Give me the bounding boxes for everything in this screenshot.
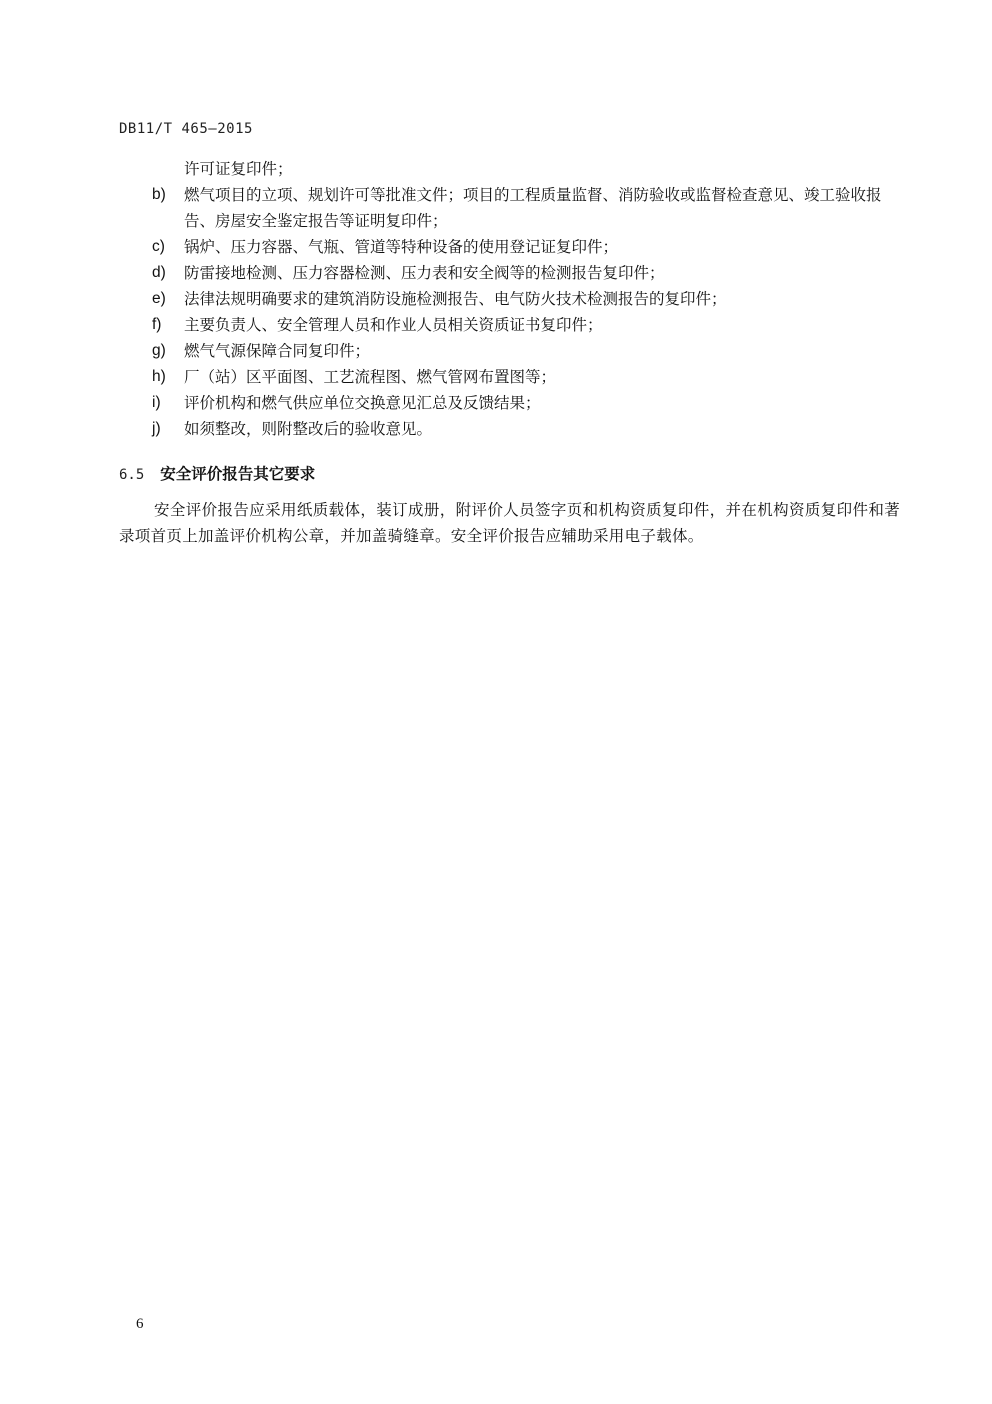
- list-item-text: 法律法规明确要求的建筑消防设施检测报告、电气防火技术检测报告的复印件；: [184, 290, 727, 308]
- attachment-list: [150, 156, 910, 442]
- section-heading: [119, 461, 315, 487]
- list-item-text: 许可证复印件；: [184, 160, 293, 178]
- list-item-marker: c): [152, 238, 165, 255]
- standard-code: DB11/T 465—2015: [119, 121, 253, 137]
- list-item: [150, 390, 910, 416]
- list-item: [150, 312, 910, 338]
- page-number: 6: [136, 1316, 144, 1332]
- list-item-text: 主要负责人、安全管理人员和作业人员相关资质证书复印件；: [184, 316, 603, 334]
- list-item: [150, 416, 910, 442]
- list-item-text: 燃气气源保障合同复印件；: [184, 342, 371, 360]
- section-paragraph: 安全评价报告应采用纸质载体，装订成册，附评价人员签字页和机构资质复印件，并在机构资质复印件和著录项首页上加盖评价机构公章，并加盖骑缝章。安全评价报告应辅助采用电子载体。: [119, 501, 900, 545]
- list-item-marker: h): [152, 368, 166, 385]
- section-title: 安全评价报告其它要求: [160, 465, 316, 483]
- list-item-text: 燃气项目的立项、规划许可等批准文件；项目的工程质量监督、消防验收或监督检查意见、竣工验收报告、房屋安全鉴定报告等证明复印件；: [184, 186, 882, 230]
- list-item: [150, 364, 910, 390]
- list-item: [150, 338, 910, 364]
- list-item-text: 如须整改，则附整改后的验收意见。: [184, 420, 433, 438]
- list-item: [150, 260, 910, 286]
- list-item-text: 防雷接地检测、压力容器检测、压力表和安全阀等的检测报告复印件；: [184, 264, 665, 282]
- list-item-marker: d): [152, 264, 166, 281]
- list-item-marker: f): [152, 316, 162, 333]
- list-item-marker: e): [152, 290, 166, 307]
- list-item: [150, 234, 910, 260]
- list-item-marker: j): [152, 420, 161, 437]
- list-item-marker: g): [152, 342, 166, 359]
- section-number: 6.5: [119, 467, 145, 483]
- list-item-text: 评价机构和燃气供应单位交换意见汇总及反馈结果；: [184, 394, 541, 412]
- list-item-marker: i): [152, 394, 161, 411]
- list-item-marker: b): [152, 186, 166, 203]
- list-item: [150, 286, 910, 312]
- list-continuation: [150, 156, 910, 182]
- list-item-text: 厂（站）区平面图、工艺流程图、燃气管网布置图等；: [184, 368, 557, 386]
- list-item-text: 锅炉、压力容器、气瓶、管道等特种设备的使用登记证复印件；: [184, 238, 619, 256]
- list-item: [150, 182, 910, 234]
